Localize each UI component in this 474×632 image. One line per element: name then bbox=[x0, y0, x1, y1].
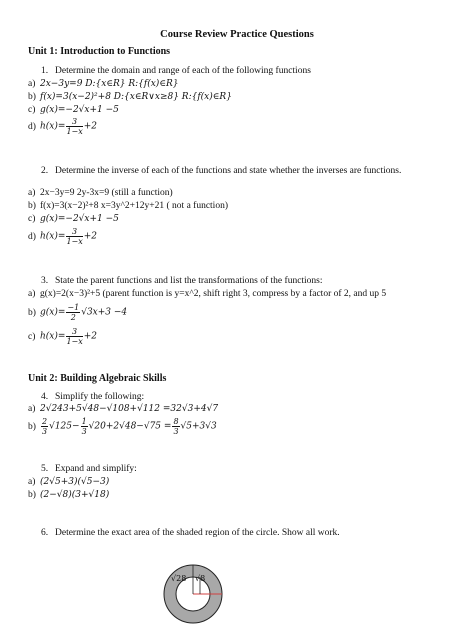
q2-part-a bbox=[28, 188, 173, 198]
q3-c-suffix: +2 bbox=[83, 331, 98, 342]
question-4-number: 4. bbox=[41, 392, 49, 402]
page-title: Course Review Practice Questions bbox=[160, 29, 314, 40]
question-3 bbox=[41, 276, 323, 286]
q3-c-prefix: h(x)= bbox=[40, 331, 66, 342]
q4-part-a bbox=[28, 404, 218, 414]
q4-b-den2: 3 bbox=[81, 427, 87, 436]
q3-part-c bbox=[28, 327, 97, 346]
q2-d-fraction bbox=[66, 227, 82, 246]
q4-b-end: √5+3√3 bbox=[180, 421, 217, 432]
q2-d-numerator: 3 bbox=[66, 227, 82, 237]
q3-a-text: g(x)=2(x−3)²+5 (parent function is y=x^2, shift right 3, compress by a factor of 2, and up 5 bbox=[40, 289, 387, 299]
q3-c-numerator: 3 bbox=[66, 327, 82, 337]
question-1 bbox=[41, 66, 311, 76]
q1-part-c bbox=[28, 105, 119, 115]
letter-c: c) bbox=[28, 105, 36, 115]
question-4 bbox=[41, 392, 144, 402]
letter-b: b) bbox=[28, 201, 36, 211]
q1-part-b bbox=[28, 92, 232, 102]
q1-d-denominator: 1−x bbox=[66, 127, 83, 136]
q2-part-d bbox=[28, 227, 97, 246]
q3-b-numerator: −1 bbox=[67, 303, 80, 312]
letter-a: a) bbox=[28, 188, 36, 198]
q4-b-fraction-2 bbox=[81, 417, 88, 436]
q1-d-numerator: 3 bbox=[66, 117, 82, 127]
q4-b-num1: 2 bbox=[42, 417, 48, 426]
question-2-number: 2. bbox=[41, 166, 49, 176]
letter-b: b) bbox=[28, 421, 36, 432]
letter-c: c) bbox=[28, 331, 36, 342]
q3-b-prefix: g(x)= bbox=[40, 307, 66, 318]
q4-b-num3: 8 bbox=[173, 417, 179, 426]
question-2 bbox=[41, 166, 401, 176]
letter-b: b) bbox=[28, 490, 36, 500]
q4-b-fraction-1 bbox=[41, 417, 48, 436]
q2-part-c bbox=[28, 214, 119, 224]
unit2-heading: Unit 2: Building Algebraic Skills bbox=[28, 373, 167, 384]
letter-b: b) bbox=[28, 92, 36, 102]
q1-d-suffix: +2 bbox=[83, 121, 98, 132]
q3-c-denominator: 1−x bbox=[66, 337, 83, 346]
letter-a: a) bbox=[28, 477, 36, 487]
question-1-text: Determine the domain and range of each of the following functions bbox=[55, 66, 311, 76]
q5-a-text: (2√5+3)(√5−3) bbox=[40, 477, 110, 487]
q4-a-text: 2√243+5√48−√108+√112 =32√3+4√7 bbox=[40, 404, 219, 414]
q1-a-text: 2x−3y=9 D:{x∈R} R:{f(x)∈R} bbox=[40, 79, 179, 89]
q2-d-prefix: h(x)= bbox=[40, 231, 66, 242]
letter-a: a) bbox=[28, 289, 36, 299]
q3-part-a bbox=[28, 289, 386, 299]
letter-a: a) bbox=[28, 79, 36, 89]
outer-radius-label: √28 bbox=[171, 574, 187, 583]
q3-part-b bbox=[28, 303, 127, 322]
q4-b-den1: 3 bbox=[42, 427, 48, 436]
inner-radius-label: √8 bbox=[195, 574, 206, 583]
q4-b-num2: 1 bbox=[81, 417, 87, 426]
question-5-text: Expand and simplify: bbox=[55, 464, 137, 474]
q1-d-fraction bbox=[66, 117, 82, 136]
q3-b-suffix: √3x+3 −4 bbox=[81, 307, 128, 318]
q2-part-b bbox=[28, 201, 228, 211]
q1-c-text: g(x)=−2√x+1 −5 bbox=[40, 105, 119, 115]
q5-part-a bbox=[28, 477, 109, 487]
q2-d-denominator: 1−x bbox=[66, 237, 83, 246]
q1-part-d bbox=[28, 117, 97, 136]
question-6-text: Determine the exact area of the shaded region of the circle. Show all work. bbox=[55, 528, 340, 538]
q3-b-fraction bbox=[66, 303, 80, 322]
question-5-number: 5. bbox=[41, 464, 49, 474]
q2-d-suffix: +2 bbox=[83, 231, 98, 242]
q1-b-text: f(x)=3(x−2)²+8 D:{x∈R∨x≥8} R:{f(x)∈R} bbox=[40, 92, 232, 102]
question-4-text: Simplify the following: bbox=[55, 392, 145, 402]
q4-b-mid2: √20+2√48−√75 = bbox=[88, 421, 172, 432]
q5-b-text: (2−√8)(3+√18) bbox=[40, 490, 110, 500]
q4-b-fraction-3 bbox=[172, 417, 179, 436]
unit1-heading: Unit 1: Introduction to Functions bbox=[28, 46, 171, 57]
q2-a-text: 2x−3y=9 2y-3x=9 (still a function) bbox=[40, 188, 173, 198]
q1-d-prefix: h(x)= bbox=[40, 121, 66, 132]
letter-b: b) bbox=[28, 307, 36, 318]
letter-a: a) bbox=[28, 404, 36, 414]
q3-c-fraction bbox=[66, 327, 82, 346]
q3-b-denominator: 2 bbox=[70, 313, 76, 322]
q4-b-den3: 3 bbox=[173, 427, 179, 436]
letter-d: d) bbox=[28, 121, 36, 132]
question-2-text: Determine the inverse of each of the functions and state whether the inverses are functions. bbox=[55, 166, 402, 176]
question-3-text: State the parent functions and list the transformations of the functions: bbox=[55, 276, 323, 286]
q2-b-text: f(x)=3(x−2)²+8 x=3y^2+12y+21 ( not a function) bbox=[40, 201, 228, 211]
q5-part-b bbox=[28, 490, 109, 500]
letter-d: d) bbox=[28, 231, 36, 242]
question-3-number: 3. bbox=[41, 276, 49, 286]
q4-part-b bbox=[28, 417, 217, 436]
shaded-circle-diagram bbox=[162, 563, 224, 625]
letter-c: c) bbox=[28, 214, 36, 224]
question-6-number: 6. bbox=[41, 528, 49, 538]
question-6 bbox=[41, 528, 340, 538]
question-1-number: 1. bbox=[41, 66, 49, 76]
q4-b-mid1: √125− bbox=[49, 421, 80, 432]
question-5 bbox=[41, 464, 137, 474]
q2-c-text: g(x)=−2√x+1 −5 bbox=[40, 214, 119, 224]
q1-part-a bbox=[28, 79, 179, 89]
